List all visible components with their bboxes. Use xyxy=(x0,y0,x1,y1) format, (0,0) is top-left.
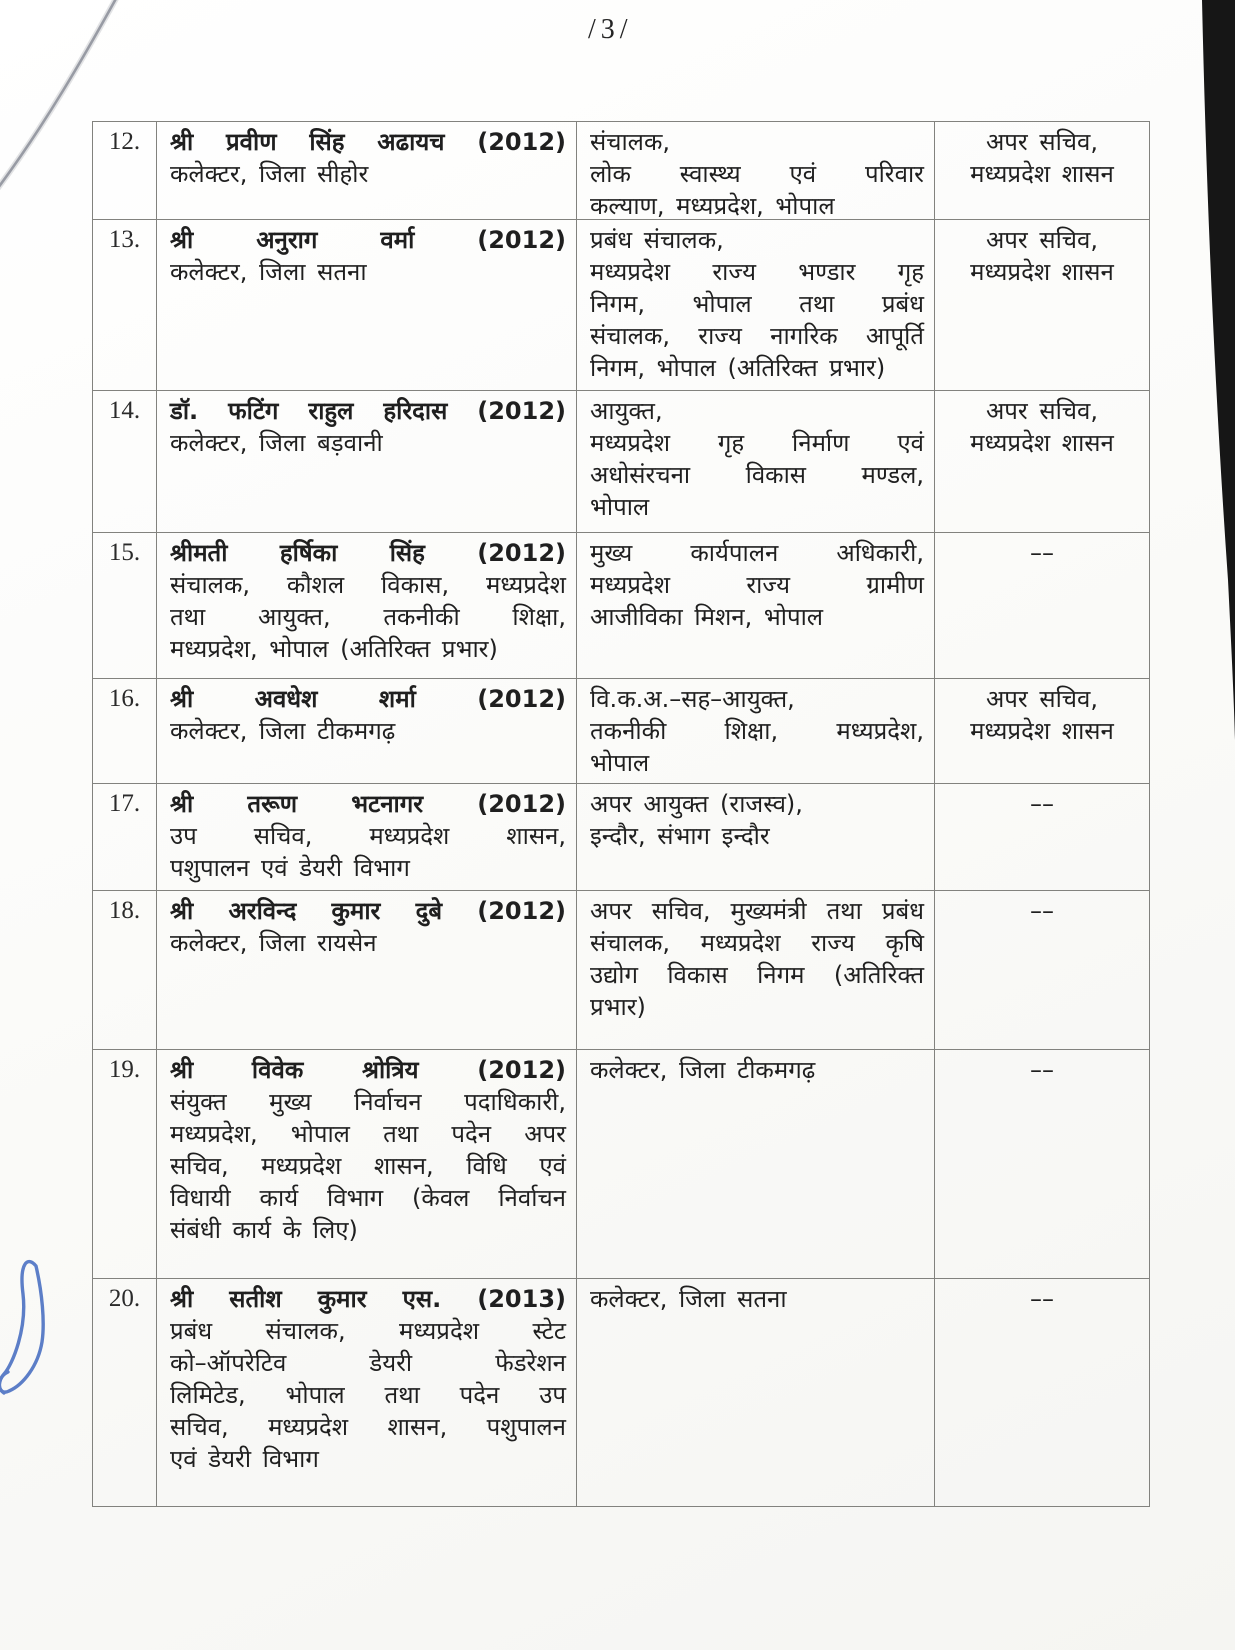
remarks-cell-line: अपर सचिव, xyxy=(985,128,1099,156)
officer-cell-line: श्री विवेक श्रोत्रिय (2012) xyxy=(170,1056,566,1084)
new-posting-cell-line: अपर आयुक्त (राजस्व), xyxy=(590,790,803,818)
remarks-cell xyxy=(934,1279,1149,1506)
table-row xyxy=(93,532,1149,678)
remarks-cell xyxy=(934,891,1149,1049)
officer-cell-line: उप सचिव, मध्यप्रदेश शासन, xyxy=(170,822,566,850)
remarks-cell xyxy=(934,220,1149,390)
table-row xyxy=(93,1049,1149,1278)
table-row xyxy=(93,890,1149,1049)
new-posting-cell xyxy=(576,679,934,783)
new-posting-cell-line: आजीविका मिशन, भोपाल xyxy=(590,603,824,631)
remarks-cell-line: मध्यप्रदेश शासन xyxy=(970,717,1114,745)
officer-cell-line: सचिव, मध्यप्रदेश शासन, पशुपालन xyxy=(170,1413,566,1441)
remarks-cell xyxy=(934,679,1149,783)
remarks-cell-line: अपर सचिव, xyxy=(985,685,1099,713)
officer-cell-line: श्री अनुराग वर्मा (2012) xyxy=(170,226,566,254)
serial-cell: 20. xyxy=(108,1285,141,1312)
new-posting-cell xyxy=(576,784,934,890)
officer-cell-line: कलेक्टर, जिला बड़वानी xyxy=(170,429,383,457)
new-posting-cell-line: मुख्य कार्यपालन अधिकारी, xyxy=(590,539,924,567)
remarks-cell-line: अपर सचिव, xyxy=(985,226,1099,254)
serial-cell: 12. xyxy=(108,128,141,155)
officer-cell-line: सचिव, मध्यप्रदेश शासन, विधि एवं xyxy=(170,1152,566,1180)
table-row xyxy=(93,1278,1149,1506)
remarks-cell-line: –– xyxy=(1030,897,1054,925)
remarks-cell-line: मध्यप्रदेश शासन xyxy=(970,160,1114,188)
serial-cell: 13. xyxy=(108,226,141,253)
new-posting-cell-line: वि.क.अ.–सह–आयुक्त, xyxy=(590,685,795,713)
new-posting-cell-line: आयुक्त, xyxy=(590,397,663,425)
officer-cell-line: श्री प्रवीण सिंह अढायच (2012) xyxy=(170,128,566,156)
remarks-cell xyxy=(934,533,1149,678)
remarks-cell-line: मध्यप्रदेश शासन xyxy=(970,258,1114,286)
table-row xyxy=(93,219,1149,390)
remarks-cell-line: –– xyxy=(1030,539,1054,567)
officer-cell-line: संबंधी कार्य के लिए) xyxy=(170,1216,358,1244)
officer-cell-line: श्रीमती हर्षिका सिंह (2012) xyxy=(170,539,566,567)
new-posting-cell-line: मध्यप्रदेश राज्य भण्डार गृह xyxy=(590,258,924,286)
new-posting-cell-line: तकनीकी शिक्षा, मध्यप्रदेश, xyxy=(590,717,924,745)
new-posting-cell-line: निगम, भोपाल (अतिरिक्त प्रभार) xyxy=(590,354,886,382)
page-number: /3/ xyxy=(588,14,633,45)
new-posting-cell xyxy=(576,1279,934,1506)
remarks-cell xyxy=(934,391,1149,532)
officer-cell xyxy=(156,1279,576,1506)
remarks-cell xyxy=(934,122,1149,219)
new-posting-cell-line: संचालक, मध्यप्रदेश राज्य कृषि xyxy=(590,929,924,957)
officer-cell-line: तथा आयुक्त, तकनीकी शिक्षा, xyxy=(170,603,566,631)
new-posting-cell-line: संचालक, राज्य नागरिक आपूर्ति xyxy=(590,322,924,350)
new-posting-cell-line: उद्योग विकास निगम (अतिरिक्त xyxy=(590,961,924,989)
table-row xyxy=(93,122,1149,219)
new-posting-cell-line: भोपाल xyxy=(590,749,650,777)
serial-cell: 18. xyxy=(108,897,141,924)
new-posting-cell-line: कल्याण, मध्यप्रदेश, भोपाल xyxy=(590,192,835,219)
officer-cell-line: कलेक्टर, जिला रायसेन xyxy=(170,929,377,957)
new-posting-cell-line: प्रबंध संचालक, xyxy=(590,226,724,254)
officer-cell-line: डॉ. फटिंग राहुल हरिदास (2012) xyxy=(170,397,566,425)
officer-cell xyxy=(156,784,576,890)
new-posting-cell-line: भोपाल xyxy=(590,493,650,521)
officer-cell-line: श्री अरविन्द कुमार दुबे (2012) xyxy=(170,897,566,925)
officer-cell-line: पशुपालन एवं डेयरी विभाग xyxy=(170,854,410,882)
serial-cell: 17. xyxy=(108,790,141,817)
new-posting-cell-line: मध्यप्रदेश राज्य ग्रामीण xyxy=(590,571,924,599)
officer-cell xyxy=(156,891,576,1049)
officer-cell-line: श्री अवधेश शर्मा (2012) xyxy=(170,685,566,713)
remarks-cell-line: –– xyxy=(1030,790,1054,818)
remarks-cell-line: –– xyxy=(1030,1285,1054,1313)
new-posting-cell-line: कलेक्टर, जिला टीकमगढ़ xyxy=(590,1056,816,1084)
officer-cell-line: श्री सतीश कुमार एस. (2013) xyxy=(170,1285,566,1313)
officer-cell-line: विधायी कार्य विभाग (केवल निर्वाचन xyxy=(170,1184,566,1212)
new-posting-cell xyxy=(576,1050,934,1278)
serial-cell: 19. xyxy=(108,1056,141,1083)
officer-cell xyxy=(156,391,576,532)
new-posting-cell xyxy=(576,391,934,532)
new-posting-cell-line: अपर सचिव, मुख्यमंत्री तथा प्रबंध xyxy=(590,897,924,925)
serial-cell: 16. xyxy=(108,685,141,712)
transfer-order-table xyxy=(92,121,1150,1507)
table-row xyxy=(93,783,1149,890)
officer-cell-line: लिमिटेड, भोपाल तथा पदेन उप xyxy=(170,1381,566,1409)
new-posting-cell-line: अधोसंरचना विकास मण्डल, xyxy=(590,461,924,489)
new-posting-cell-line: संचालक, xyxy=(590,128,671,156)
new-posting-cell xyxy=(576,533,934,678)
serial-cell: 15. xyxy=(108,539,141,566)
officer-cell-line: कलेक्टर, जिला सीहोर xyxy=(170,160,369,188)
new-posting-cell xyxy=(576,122,934,219)
new-posting-cell-line: कलेक्टर, जिला सतना xyxy=(590,1285,787,1313)
officer-cell-line: संयुक्त मुख्य निर्वाचन पदाधिकारी, xyxy=(170,1088,566,1116)
new-posting-cell xyxy=(576,891,934,1049)
remarks-cell-line: –– xyxy=(1030,1056,1054,1084)
officer-cell-line: कलेक्टर, जिला टीकमगढ़ xyxy=(170,717,396,745)
officer-cell xyxy=(156,679,576,783)
officer-cell-line: मध्यप्रदेश, भोपाल तथा पदेन अपर xyxy=(170,1120,566,1148)
table-row xyxy=(93,678,1149,783)
officer-cell-line: श्री तरूण भटनागर (2012) xyxy=(170,790,566,818)
table-row xyxy=(93,390,1149,532)
officer-cell-line: प्रबंध संचालक, मध्यप्रदेश स्टेट xyxy=(170,1317,566,1345)
new-posting-cell-line: निगम, भोपाल तथा प्रबंध xyxy=(590,290,924,318)
new-posting-cell-line: लोक स्वास्थ्य एवं परिवार xyxy=(590,160,924,188)
remarks-cell xyxy=(934,784,1149,890)
new-posting-cell-line: प्रभार) xyxy=(590,993,646,1021)
new-posting-cell xyxy=(576,220,934,390)
officer-cell-line: मध्यप्रदेश, भोपाल (अतिरिक्त प्रभार) xyxy=(170,635,498,663)
new-posting-cell-line: इन्दौर, संभाग इन्दौर xyxy=(590,822,770,850)
officer-cell xyxy=(156,1050,576,1278)
officer-cell xyxy=(156,122,576,219)
officer-cell-line: कलेक्टर, जिला सतना xyxy=(170,258,367,286)
remarks-cell-line: मध्यप्रदेश शासन xyxy=(970,429,1114,457)
ink-signature xyxy=(0,1252,69,1407)
officer-cell xyxy=(156,220,576,390)
scan-edge-artifact xyxy=(1170,0,1235,760)
officer-cell-line: एवं डेयरी विभाग xyxy=(170,1445,319,1473)
officer-cell-line: को–ऑपरेटिव डेयरी फेडरेशन xyxy=(170,1349,566,1377)
new-posting-cell-line: मध्यप्रदेश गृह निर्माण एवं xyxy=(590,429,924,457)
remarks-cell xyxy=(934,1050,1149,1278)
officer-cell xyxy=(156,533,576,678)
remarks-cell-line: अपर सचिव, xyxy=(985,397,1099,425)
serial-cell: 14. xyxy=(108,397,141,424)
officer-cell-line: संचालक, कौशल विकास, मध्यप्रदेश xyxy=(170,571,566,599)
